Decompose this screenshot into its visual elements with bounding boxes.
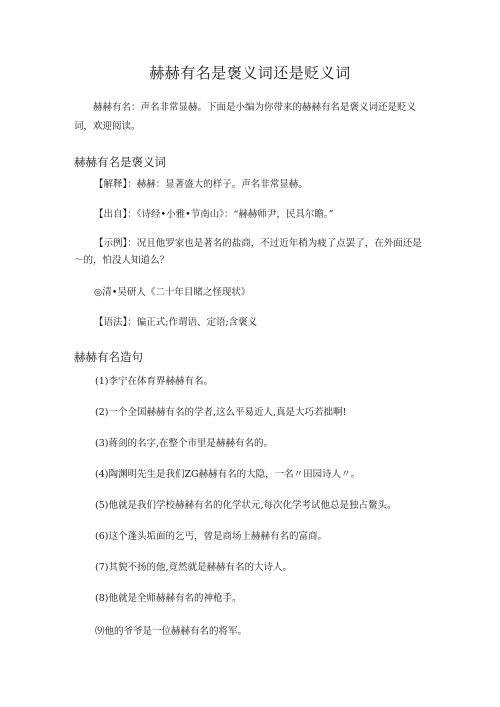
- explanation-line: 【解释】：赫赫：显著盛大的样子。声名非常显赫。: [94, 179, 308, 190]
- section-heading-sentences: 赫赫有名造句: [74, 350, 143, 364]
- sentence-item: (8)他就是全师赫赫有名的神枪手。: [95, 593, 242, 604]
- section-heading-praise: 赫赫有名是褒义词: [74, 155, 166, 169]
- sentence-item: (3)蒋剑的名字,在整个市里是赫赫有名的。: [95, 438, 273, 449]
- grammar-line: 【语法】：偏正式;作谓语、定语;含褒义: [94, 317, 258, 328]
- example-paragraph: 【示例】：况且他罗家也是著名的盐商，不过近年稍为疲了点罢了，在外面还是～的，怕没人知道么？: [74, 238, 422, 266]
- example-source-line: ◎清•吴研人《二十年目睹之怪现状》: [94, 287, 251, 298]
- sentence-item: (6)这个蓬头垢面的乞丐，曾是商场上赫赫有名的富商。: [95, 531, 327, 542]
- sentence-item: (1)李宁在体育界赫赫有名。: [95, 376, 213, 387]
- sentence-item: ⑼他的爷爷是一位赫赫有名的将军。: [95, 626, 248, 637]
- source-line: 【出自】：《诗经•小雅•节南山》：“赫赫师尹，民具尔瞻。”: [94, 209, 334, 220]
- sentence-item: (2)一个全国赫赫有名的学者,这么平易近人,真是大巧若拙啊!: [95, 407, 347, 418]
- intro-paragraph: 赫赫有名：声名非常显赫。下面是小编为你带来的赫赫有名是褒义词还是贬义词，欢迎阅读。: [74, 102, 417, 132]
- sentence-item: (5)他就是我们学校赫赫有名的化学状元,每次化学考试他总是独占鳌头。: [95, 500, 397, 511]
- sentence-item: (4)陶渊明先生是我们ZG赫赫有名的大隐，一名〃田园诗人〃。: [95, 469, 361, 480]
- document-title: 赫赫有名是褒义词还是贬义词: [149, 64, 351, 82]
- sentence-item: (7)其貌不扬的他,竟然就是赫赫有名的大诗人。: [95, 562, 292, 573]
